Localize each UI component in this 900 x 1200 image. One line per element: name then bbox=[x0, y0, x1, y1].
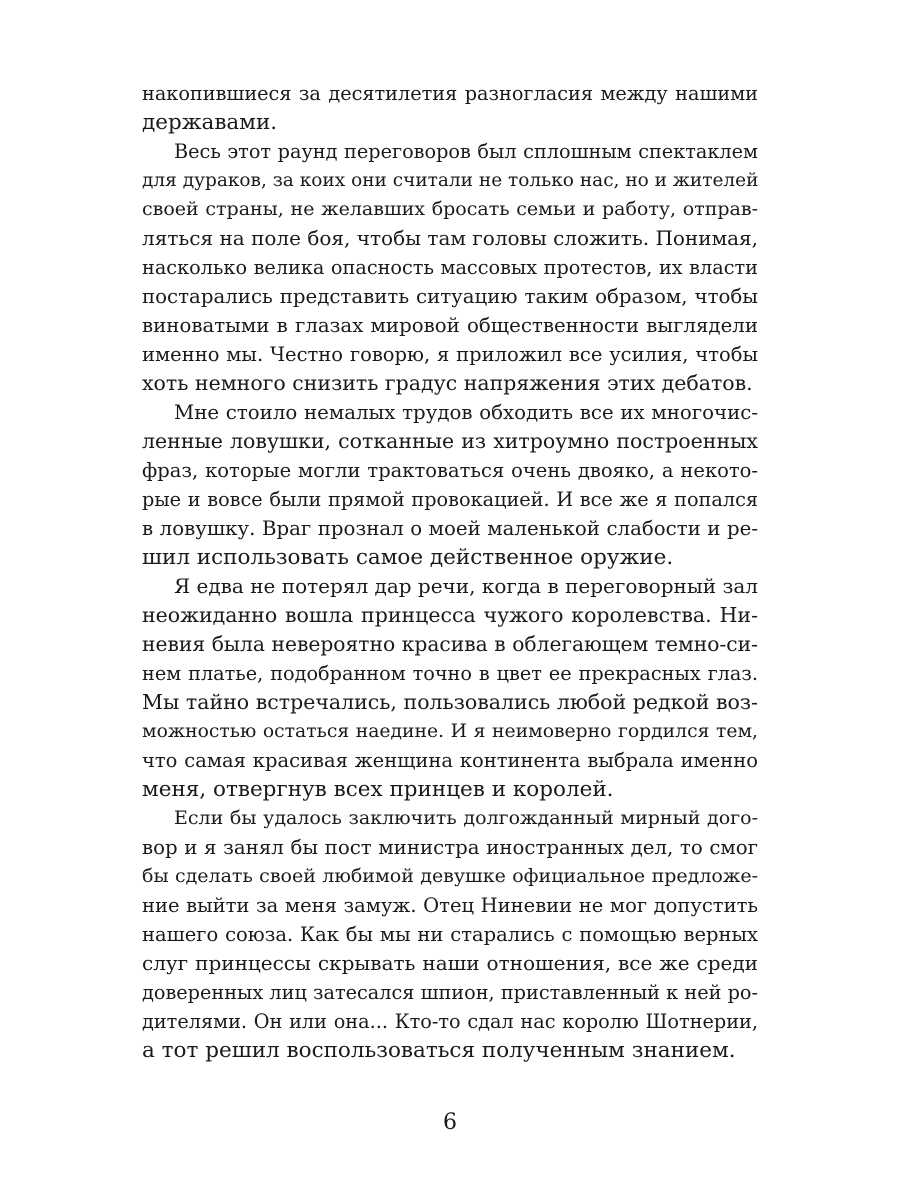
text-line: для дураков, за коих они считали не только нас, но и жителей bbox=[142, 170, 758, 191]
text-line: нем платье, подобранном точно в цвет ее прекрасных глаз. bbox=[142, 662, 758, 685]
text-line: рые и вовсе были прямой провокацией. И все же я попался bbox=[142, 488, 758, 511]
text-line: а тот решил воспользоваться полученным знанием. bbox=[142, 1038, 736, 1063]
text-line: что самая красивая женщина континента выбрала именно bbox=[142, 749, 758, 772]
text-line: слуг принцессы скрывать наши отношения, все же среди bbox=[142, 951, 758, 975]
text-line: Мне стоило немалых трудов обходить все их многочис- bbox=[174, 401, 758, 424]
text-line: вор и я занял бы пост министра иностранных дел, то смог bbox=[142, 836, 758, 859]
text-line: державами. bbox=[142, 110, 278, 135]
text-line: именно мы. Честно говорю, я приложил все усилия, чтобы bbox=[142, 343, 758, 366]
paragraph bbox=[142, 79, 758, 137]
paragraph bbox=[142, 398, 758, 572]
text-line: невия была невероятно красива в облегающем темно-си- bbox=[142, 632, 758, 656]
text-line: Мы тайно встречались, пользовались любой редкой воз- bbox=[142, 690, 758, 714]
text-line: ние выйти за меня замуж. Отец Ниневии не мог допустить bbox=[142, 894, 758, 917]
text-line: постарались представить ситуацию таким образом, чтобы bbox=[142, 285, 758, 308]
text-line: нашего союза. Как бы мы ни старались с помощью верных bbox=[142, 923, 758, 946]
body-text bbox=[142, 79, 758, 1065]
text-line: Если бы удалось заключить долгожданный мирный дого- bbox=[174, 807, 758, 829]
text-line: можностью остаться наедине. И я неимоверно гордился тем, bbox=[142, 721, 758, 742]
text-line: накопившиеся за десятилетия разногласия между нашими bbox=[142, 82, 758, 105]
text-line: неожиданно вошла принцесса чужого королевства. Ни- bbox=[142, 603, 758, 627]
text-line: ленные ловушки, сотканные из хитроумно построенных bbox=[142, 429, 758, 453]
text-line: дителями. Он или она... Кто-то сдал нас королю Шотнерии, bbox=[142, 1010, 758, 1033]
text-line: виноватыми в глазах мировой общественности выглядели bbox=[142, 314, 758, 337]
text-line: бы сделать своей любимой девушке официальное предложе- bbox=[142, 865, 758, 887]
text-line: своей страны, не желавших бросать семьи и работу, отправ- bbox=[142, 198, 758, 220]
text-line: в ловушку. Враг прознал о моей маленькой слабости и ре- bbox=[142, 517, 758, 540]
paragraph bbox=[142, 572, 758, 804]
page-number: 6 bbox=[443, 1110, 457, 1135]
text-line: Я едва не потерял дар речи, когда в переговорный зал bbox=[174, 574, 758, 598]
text-line: шил использовать самое действенное оружие. bbox=[142, 545, 674, 570]
paragraph bbox=[142, 804, 758, 1065]
paragraph bbox=[142, 137, 758, 398]
text-line: насколько велика опасность массовых протестов, их власти bbox=[142, 256, 758, 279]
text-line: Весь этот раунд переговоров был сплошным спектаклем bbox=[174, 140, 758, 163]
text-line: хоть немного снизить градус напряжения этих дебатов. bbox=[142, 371, 753, 395]
text-line: фраз, которые могли трактоваться очень двояко, а некото- bbox=[142, 459, 758, 482]
text-line: ляться на поле боя, чтобы там головы сложить. Понимая, bbox=[142, 226, 758, 250]
text-line: меня, отвергнув всех принцев и королей. bbox=[142, 777, 614, 802]
text-line: доверенных лиц затесался шпион, приставленный к ней ро- bbox=[142, 981, 758, 1004]
